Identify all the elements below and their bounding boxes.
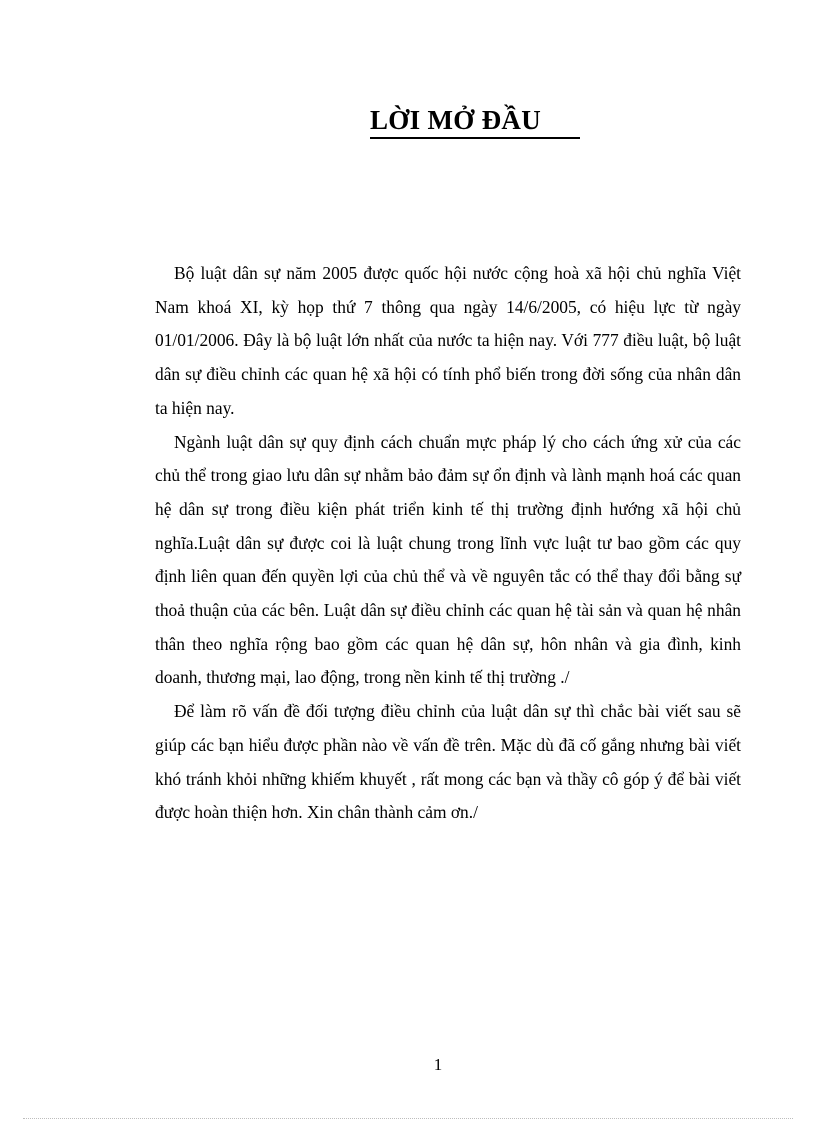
- paragraph-civil-law: Ngành luật dân sự quy định cách chuẩn mực pháp lý cho cách ứng xử của các chủ thể trong giao lưu dân sự nhằm bảo đảm sự ổn định và lành mạnh hoá các quan hệ dân sự trong điều kiện phát triển kinh tế thị trường định hướng xã hội chủ nghĩa.Luật dân sự được coi là luật chung trong lĩnh vực luật tư bao gồm các quy định liên quan đến quyền lợi của chủ thể và về nguyên tắc có thể thay đổi bằng sự thoả thuận của các bên. Luật dân sự điều chỉnh các quan hệ tài sản và quan hệ nhân thân theo nghĩa rộng bao gồm các quan hệ dân sự, hôn nhân và gia đình, kinh doanh, thương mại, lao động, trong nền kinh tế thị trường ./: [155, 431, 741, 688]
- page-footer-divider: [23, 1118, 793, 1119]
- document-body: [155, 257, 741, 830]
- page-number: 1: [433, 1055, 443, 1074]
- paragraph-intro: Bộ luật dân sự năm 2005 được quốc hội nước cộng hoà xã hội chủ nghĩa Việt Nam khoá XI, kỳ họp thứ 7 thông qua ngày 14/6/2005, có hiệu lực từ ngày 01/01/2006. Đây là bộ luật lớn nhất của nước ta hiện nay. Với 777 điều luật, bộ luật dân sự điều chỉnh các quan hệ xã hội có tính phổ biến trong đời sống của nhân dân ta hiện nay.: [155, 263, 741, 418]
- page-title: LỜI MỞ ĐẦU: [370, 103, 580, 139]
- paragraph-closing: Để làm rõ vấn đề đối tượng điều chỉnh của luật dân sự thì chắc bài viết sau sẽ giúp các bạn hiểu được phần nào về vấn đề trên. Mặc dù đã cố gắng nhưng bài viết khó tránh khỏi những khiếm khuyết , rất mong các bạn và thầy cô góp ý để bài viết được hoàn thiện hơn. Xin chân thành cảm ơn./: [155, 701, 741, 823]
